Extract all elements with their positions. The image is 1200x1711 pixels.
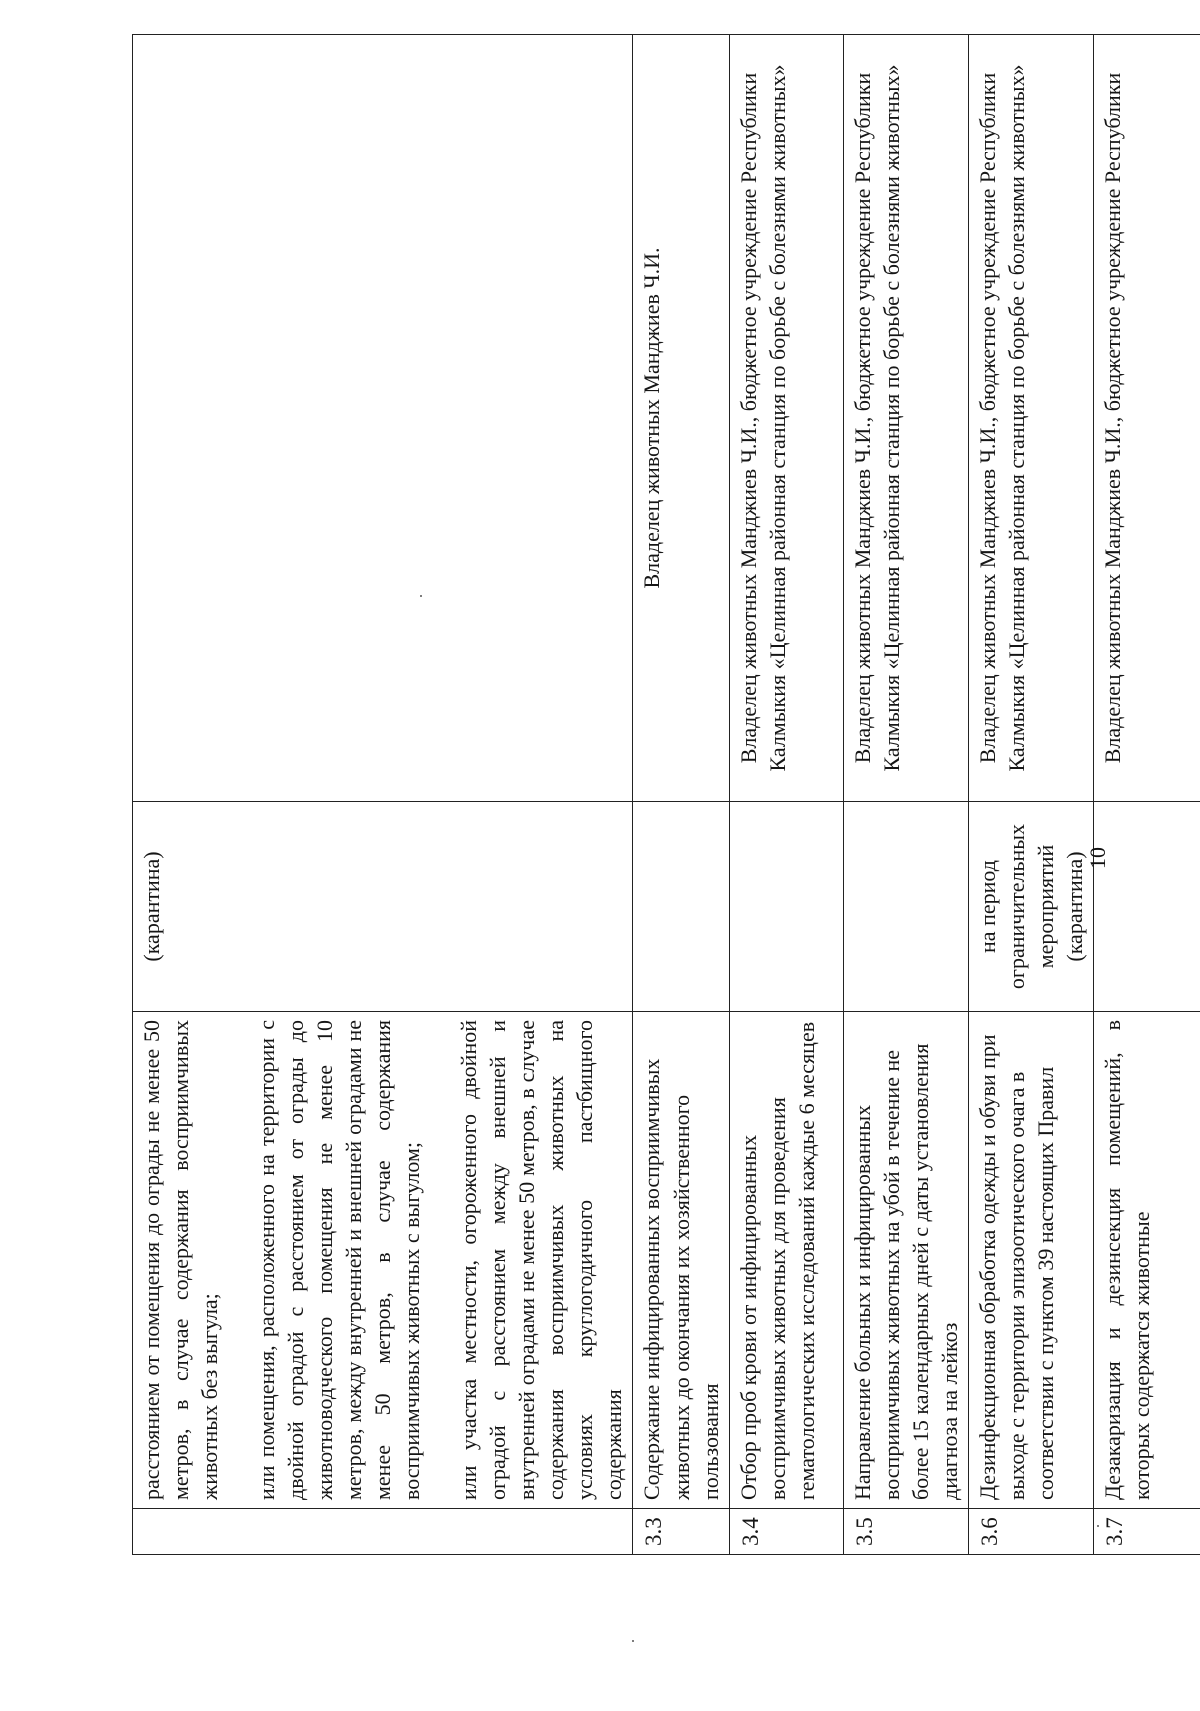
row-number: 3.7 bbox=[1093, 1509, 1200, 1555]
description-paragraph: или помещения, расположенного на территории с двойной оградой с расстоянием от ограды до животноводческого помещения не менее 10 метров, между внутренней и внешней оградами не менее 50 метров, в случае содержания восприимчивых животных с выгулом; bbox=[254, 1020, 425, 1500]
responsible-cell: Владелец животных Манджиев Ч.И., бюджетное учреждение Республики bbox=[1093, 35, 1200, 802]
period-cell bbox=[843, 802, 968, 1012]
responsible-cell: Владелец животных Манджиев Ч.И., бюджетное учреждение Республики Калмыкия «Целинная районная станция по борьбе с болезнями животных» bbox=[843, 35, 968, 802]
table-row bbox=[843, 35, 968, 1555]
period-cell bbox=[1093, 802, 1200, 1012]
row-number: 3.6 bbox=[968, 1509, 1093, 1555]
table-row bbox=[729, 35, 843, 1555]
description-cell: Содержание инфицированных восприимчивых животных до окончания их хозяйственного пользования bbox=[633, 1012, 729, 1509]
table-row bbox=[1093, 35, 1200, 1555]
scan-speck bbox=[420, 595, 422, 597]
responsible-cell: Владелец животных Манджиев Ч.И. bbox=[633, 35, 729, 802]
description-cell: Дезакаризация и дезинсекция помещений, в которых содержатся животные bbox=[1093, 1012, 1200, 1509]
description-cell bbox=[133, 1012, 633, 1509]
responsible-cell bbox=[133, 35, 633, 802]
row-number: 3.5 bbox=[843, 1509, 968, 1555]
description-paragraph: или участка местности, огороженного двойной оградой с расстоянием между внешней и внутренней оградами не менее 50 метров, в случае содержания восприимчивых животных на условиях круглогодичного пастбищного содержания bbox=[456, 1020, 627, 1500]
period-cell: на период ограничительных мероприятий (карантина) bbox=[968, 802, 1093, 1012]
description-cell: Направление больных и инфицированных восприимчивых животных на убой в течение не более 15 календарных дней с даты установления диагноза на лейкоз bbox=[843, 1012, 968, 1509]
scan-speck bbox=[1097, 1525, 1099, 1527]
row-number: 3.4 bbox=[729, 1509, 843, 1555]
table-row bbox=[633, 35, 729, 1555]
responsible-cell: Владелец животных Манджиев Ч.И., бюджетное учреждение Республики Калмыкия «Целинная районная станция по борьбе с болезнями животных» bbox=[968, 35, 1093, 802]
period-cell bbox=[633, 802, 729, 1012]
description-cell: Дезинфекционная обработка одежды и обуви при выходе с территории эпизоотического очага в соответствии с пунктом 39 настоящих Правил bbox=[968, 1012, 1093, 1509]
description-paragraph: расстоянием от помещения до ограды не менее 50 метров, в случае содержания восприимчивых животных без выгула; bbox=[139, 1020, 223, 1500]
description-cell: Отбор проб крови от инфицированных восприимчивых животных для проведения гематологических исследований каждые 6 месяцев bbox=[729, 1012, 843, 1509]
measures-table bbox=[132, 34, 1200, 1555]
period-cell: (карантина) bbox=[133, 802, 633, 1012]
table-row bbox=[133, 35, 633, 1555]
period-cell bbox=[729, 802, 843, 1012]
row-number-cell bbox=[133, 1509, 633, 1555]
scan-speck bbox=[632, 1640, 634, 1642]
table-row bbox=[968, 35, 1093, 1555]
page-number: 10 bbox=[1085, 847, 1110, 869]
row-number: 3.3 bbox=[633, 1509, 729, 1555]
responsible-cell: Владелец животных Манджиев Ч.И., бюджетное учреждение Республики Калмыкия «Целинная районная станция по борьбе с болезнями животных» bbox=[729, 35, 843, 802]
rotated-document-page bbox=[132, 35, 1154, 1555]
